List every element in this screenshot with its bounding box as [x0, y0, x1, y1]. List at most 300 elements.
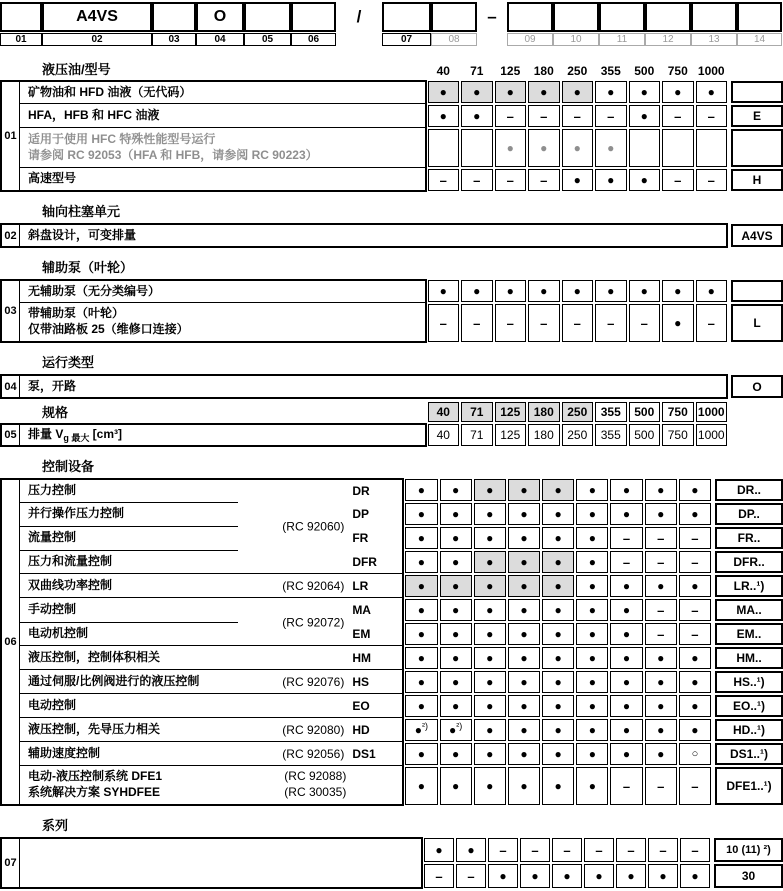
availability-cell — [495, 81, 527, 103]
availability-dot: ● — [520, 779, 528, 793]
availability-dot: ● — [520, 555, 528, 569]
row-label — [28, 306, 421, 337]
size-value-cell: 125 — [495, 424, 527, 446]
label-line-1: 适用于使用 HFC 特殊性能型号运行 — [28, 131, 216, 146]
not-available-dash: – — [573, 108, 581, 124]
row-label-cell — [20, 694, 404, 718]
availability-dot: ● — [573, 284, 581, 298]
availability-cell — [428, 304, 460, 342]
row-label-cell — [20, 574, 404, 598]
availability-cell — [696, 81, 728, 103]
position-number-04: 04 — [0, 374, 20, 399]
size-header-180: 180 — [528, 402, 560, 422]
availability-dot: ● — [588, 779, 596, 793]
availability-cell — [495, 169, 527, 191]
availability-dot: ● — [691, 579, 699, 593]
availability-cell — [629, 105, 661, 127]
availability-cell — [610, 599, 642, 621]
availability-dot: ● — [622, 723, 631, 737]
availability-dot: ● — [506, 85, 514, 99]
row-label — [28, 171, 421, 187]
availability-cell — [696, 304, 728, 342]
availability-dot: ● — [622, 507, 631, 521]
availability-cell — [645, 623, 677, 645]
footnote-marker: ²) — [422, 721, 429, 731]
control-letter-code: DR — [352, 484, 370, 498]
position-number-07: 07 — [0, 837, 20, 889]
availability-cell — [542, 479, 574, 501]
availability-cell — [405, 743, 437, 765]
availability-cell — [629, 81, 661, 103]
availability-dot: ● — [588, 531, 596, 545]
availability-cell — [584, 838, 614, 862]
availability-dot: ● — [486, 699, 494, 713]
availability-dot: ● — [451, 747, 460, 761]
availability-dot: ● — [674, 284, 682, 298]
availability-dot: ● — [657, 507, 665, 521]
control-letter-code: MA — [352, 603, 371, 617]
availability-dot: ● — [554, 747, 562, 761]
not-available-dash: – — [691, 602, 699, 618]
not-available-dash: – — [439, 172, 447, 188]
availability-cell — [528, 105, 560, 127]
not-available-dash: – — [640, 315, 648, 331]
section-table-06 — [0, 478, 783, 806]
availability-dot: ● — [451, 651, 460, 665]
order-code-cell-03 — [152, 2, 196, 46]
not-available-dash: – — [691, 530, 699, 546]
size-header-250: 250 — [562, 402, 594, 422]
availability-dot: ● — [520, 723, 528, 737]
order-code-box-03 — [152, 2, 196, 32]
order-code-box-09 — [507, 2, 553, 32]
control-letter-code: LR — [352, 578, 369, 593]
availability-cell — [576, 743, 608, 765]
not-available-dash: – — [607, 315, 615, 331]
not-available-dash: – — [691, 842, 699, 858]
availability-cell — [428, 169, 460, 191]
availability-dot: ● — [588, 723, 596, 737]
not-available-dash: – — [657, 530, 665, 546]
availability-cell — [679, 647, 711, 669]
availability-dot: ● — [486, 555, 494, 569]
availability-cell — [610, 527, 642, 549]
availability-dot: ● — [622, 579, 631, 593]
order-code-value: A4VS — [731, 224, 783, 247]
availability-cell — [542, 695, 574, 717]
order-code-value: MA.. — [715, 599, 783, 621]
section-table-04 — [0, 374, 783, 399]
availability-cell — [576, 527, 608, 549]
availability-cell — [495, 280, 527, 302]
section-title-01: 液压油/型号 — [42, 62, 111, 77]
label-line-1: 斜盘设计，可变排量 — [28, 227, 137, 242]
availability-cell — [645, 647, 677, 669]
availability-cell — [428, 81, 460, 103]
availability-dot: ● — [451, 779, 460, 793]
availability-cell — [424, 838, 454, 862]
availability-dot: ● — [691, 675, 699, 689]
row-label — [28, 108, 421, 124]
availability-dot: ● — [486, 579, 494, 593]
rc-reference: (RC 92064) — [282, 578, 345, 593]
availability-cell — [528, 81, 560, 103]
availability-dot: ● — [520, 579, 528, 593]
availability-cell — [679, 527, 711, 549]
availability-cell — [679, 479, 711, 501]
label-line-2: 请参阅 RC 92053（HFA 和 HFB，请参阅 RC 90223） — [28, 147, 318, 162]
availability-cell — [595, 81, 627, 103]
availability-dot: ● — [520, 675, 528, 689]
size-header-1000: 1000 — [696, 402, 728, 422]
order-code-separator: / — [356, 7, 362, 26]
order-code-box-14 — [737, 2, 782, 32]
order-code-num-13: 13 — [691, 33, 737, 46]
availability-dot: ● — [622, 747, 631, 761]
label-line-1: 手动控制 — [28, 602, 77, 617]
row-label — [28, 674, 282, 690]
not-available-dash: – — [506, 108, 514, 124]
availability-dot: ● — [640, 284, 648, 298]
order-code-box-02: A4VS — [42, 2, 152, 32]
label-line-2: 仅带油路板 25（维修口连接） — [28, 322, 189, 336]
availability-cell — [645, 671, 677, 693]
row-label — [28, 698, 352, 714]
order-code-value: HM.. — [715, 647, 783, 669]
availability-cell — [645, 599, 677, 621]
availability-dot: ● — [417, 627, 426, 641]
size-value-cell: 40 — [428, 424, 460, 446]
section-table-05 — [0, 401, 783, 447]
order-code-bar — [0, 2, 783, 46]
order-code-cell-09 — [507, 2, 553, 46]
availability-dot: ● — [451, 675, 460, 689]
availability-cell — [405, 671, 437, 693]
not-available-dash: – — [674, 108, 682, 124]
label-line-1: 电动机控制 — [28, 625, 89, 640]
availability-cell — [528, 280, 560, 302]
availability-cell — [562, 81, 594, 103]
label-line-1: 并行操作压力控制 — [28, 506, 125, 521]
availability-cell — [696, 105, 728, 127]
availability-dot: ● — [520, 507, 528, 521]
section-table-03 — [0, 279, 783, 343]
order-code-value: HD..¹) — [715, 719, 783, 741]
order-code-box-11 — [599, 2, 645, 32]
availability-cell — [680, 838, 710, 862]
availability-cell — [662, 280, 694, 302]
availability-cell — [576, 551, 608, 573]
rc-reference-stack — [284, 769, 346, 800]
availability-dot-gray: ● — [540, 141, 548, 155]
availability-cell — [610, 551, 642, 573]
displacement-label-part: [cm³] — [89, 427, 123, 442]
size-header-355: 355 — [595, 402, 627, 422]
size-header-125: 125 — [495, 402, 527, 422]
availability-cell — [461, 169, 493, 191]
row-label-cell — [20, 168, 427, 192]
availability-dot: ● — [554, 555, 562, 569]
availability-dot: ● — [691, 869, 699, 883]
availability-cell — [629, 169, 661, 191]
availability-cell — [542, 647, 574, 669]
availability-cell — [629, 129, 661, 167]
availability-cell — [405, 767, 437, 805]
availability-cell — [508, 479, 540, 501]
not-available-dash: – — [707, 172, 715, 188]
availability-cell — [495, 304, 527, 342]
row-label — [28, 554, 352, 570]
availability-cell — [474, 527, 506, 549]
availability-dot: ● — [540, 85, 548, 99]
availability-cell — [405, 527, 437, 549]
not-available-dash: – — [595, 842, 603, 858]
order-code-value: HS..¹) — [715, 671, 783, 693]
availability-cell — [552, 864, 582, 888]
availability-dot: ● — [691, 699, 699, 713]
availability-dot: ● — [588, 507, 596, 521]
availability-dot: ● — [691, 723, 699, 737]
availability-cell — [610, 743, 642, 765]
availability-circle: ○ — [691, 747, 699, 760]
availability-dot: ● — [417, 507, 426, 521]
availability-dot: ● — [417, 747, 426, 761]
availability-dot: ● — [417, 651, 426, 665]
availability-cell — [610, 695, 642, 717]
availability-cell — [440, 527, 472, 549]
availability-dot: ● — [520, 603, 528, 617]
order-code-cell-02 — [42, 2, 152, 46]
availability-dot: ● — [467, 843, 475, 857]
position-number-06: 06 — [0, 478, 20, 806]
order-code-num-14: 14 — [737, 33, 782, 46]
availability-cell — [576, 647, 608, 669]
availability-dot: ● — [657, 723, 665, 737]
order-code-cell-04 — [196, 2, 244, 46]
label-line-1: HFA，HFB 和 HFC 油液 — [28, 107, 160, 122]
availability-dot: ● — [486, 507, 494, 521]
order-code-cell-06 — [291, 2, 336, 46]
availability-cell — [461, 280, 493, 302]
availability-dot: ● — [588, 555, 596, 569]
availability-dot: ● — [659, 869, 667, 883]
availability-dot: ● — [588, 747, 596, 761]
order-code-value: DP.. — [715, 503, 783, 525]
availability-dot: ● — [520, 531, 528, 545]
availability-cell — [679, 671, 711, 693]
position-number-01: 01 — [0, 80, 20, 192]
availability-cell — [474, 575, 506, 597]
availability-dot: ● — [622, 651, 631, 665]
availability-cell — [610, 719, 642, 741]
availability-dot: ● — [622, 627, 631, 641]
label-line-1: 液压控制，先导压力相关 — [28, 721, 161, 736]
availability-cell — [405, 479, 437, 501]
availability-cell — [508, 503, 540, 525]
availability-dot: ● — [439, 85, 447, 99]
availability-cell — [405, 695, 437, 717]
availability-cell — [461, 304, 493, 342]
not-available-dash: – — [506, 172, 514, 188]
availability-cell — [679, 719, 711, 741]
section-table-02 — [0, 223, 783, 248]
order-code-num-08: 08 — [431, 33, 477, 46]
availability-cell — [440, 719, 472, 741]
availability-cell — [440, 767, 472, 805]
label-line-1: 通过伺服/比例阀进行的液压控制 — [28, 673, 200, 688]
availability-dot: ● — [607, 85, 615, 99]
availability-dot: ● — [691, 483, 699, 497]
position-number-02: 02 — [0, 223, 20, 248]
availability-cell — [616, 838, 646, 862]
availability-cell — [508, 671, 540, 693]
not-available-dash: – — [563, 842, 571, 858]
availability-cell — [528, 169, 560, 191]
row-label-cell — [20, 104, 427, 128]
not-available-dash: – — [573, 315, 581, 331]
availability-dot: ● — [486, 603, 494, 617]
availability-dot: ● — [691, 507, 699, 521]
order-code-box-13 — [691, 2, 737, 32]
row-label — [28, 427, 421, 443]
availability-cell — [474, 599, 506, 621]
availability-cell — [508, 623, 540, 645]
row-label-cell — [20, 742, 404, 766]
section-title-04: 运行类型 — [42, 355, 95, 370]
availability-cell — [508, 575, 540, 597]
availability-cell — [440, 551, 472, 573]
not-available-dash: – — [506, 315, 514, 331]
availability-dot: ● — [674, 85, 682, 99]
availability-dot: ● — [486, 723, 494, 737]
size-header-500: 500 — [629, 402, 661, 422]
availability-cell — [508, 767, 540, 805]
availability-cell — [696, 169, 728, 191]
size-value-cell: 180 — [528, 424, 560, 446]
row-label-cell — [20, 279, 427, 303]
availability-cell — [562, 105, 594, 127]
availability-dot-gray: ● — [607, 141, 615, 155]
order-code-num-09: 09 — [507, 33, 553, 46]
availability-cell — [440, 503, 472, 525]
availability-cell — [595, 129, 627, 167]
availability-dot: ● — [554, 627, 562, 641]
availability-dot-gray: ● — [506, 141, 514, 155]
availability-dot: ● — [554, 531, 562, 545]
row-label — [28, 722, 282, 738]
availability-dot: ● — [417, 555, 426, 569]
availability-cell — [508, 719, 540, 741]
availability-cell — [405, 647, 437, 669]
availability-cell — [680, 864, 710, 888]
row-label — [28, 483, 352, 499]
availability-dot: ● — [417, 483, 426, 497]
availability-cell — [679, 623, 711, 645]
availability-cell — [440, 671, 472, 693]
availability-cell — [405, 551, 437, 573]
availability-cell — [595, 280, 627, 302]
availability-cell — [645, 479, 677, 501]
availability-cell — [645, 527, 677, 549]
row-label-cell — [20, 550, 404, 574]
availability-cell — [562, 129, 594, 167]
ordering-table — [0, 58, 783, 889]
order-code-cell-14 — [737, 2, 782, 46]
not-available-dash: – — [473, 172, 481, 188]
order-code-cell-07 — [382, 2, 431, 46]
availability-dot: ● — [417, 675, 426, 689]
availability-cell — [542, 719, 574, 741]
label-line-1: 压力控制 — [28, 483, 77, 498]
availability-cell — [562, 280, 594, 302]
availability-cell — [679, 551, 711, 573]
row-label — [28, 650, 352, 666]
rc-reference: (RC 92088) — [284, 769, 347, 784]
availability-dot: ● — [554, 579, 562, 593]
size-header-125: 125 — [500, 64, 521, 78]
availability-dot: ● — [520, 699, 528, 713]
availability-dot: ● — [588, 579, 596, 593]
not-available-dash: – — [691, 554, 699, 570]
availability-dot: ● — [707, 85, 715, 99]
row-label — [28, 132, 421, 163]
row-label-cell — [20, 478, 404, 502]
availability-cell — [461, 81, 493, 103]
availability-dot: ● — [607, 173, 615, 187]
availability-cell — [428, 105, 460, 127]
availability-dot: ● — [640, 173, 648, 187]
rc-reference: (RC 92060) — [278, 520, 348, 534]
availability-cell — [542, 767, 574, 805]
not-available-dash: – — [622, 554, 631, 570]
availability-dot: ● — [486, 627, 494, 641]
availability-dot: ● — [451, 603, 460, 617]
order-code-num-02: 02 — [42, 33, 152, 46]
availability-dot: ● — [640, 109, 648, 123]
row-label-cell — [20, 646, 404, 670]
label-line-1: 压力和流量控制 — [28, 553, 113, 568]
size-value-cell: 1000 — [696, 424, 728, 446]
availability-dot: ● — [520, 651, 528, 665]
availability-cell — [528, 304, 560, 342]
not-available-dash: – — [473, 315, 481, 331]
availability-cell — [428, 129, 460, 167]
not-available-dash: – — [622, 530, 631, 546]
label-line-1: 液压控制，控制体积相关 — [28, 649, 161, 664]
availability-cell — [440, 575, 472, 597]
availability-cell — [610, 479, 642, 501]
availability-dot: ● — [622, 699, 631, 713]
not-available-dash: – — [657, 554, 665, 570]
availability-dot: ● — [486, 747, 494, 761]
order-code-cell-13 — [691, 2, 737, 46]
size-header-180: 180 — [533, 64, 554, 78]
availability-cell — [440, 623, 472, 645]
order-code-value: E — [731, 105, 783, 127]
row-label-cell — [20, 766, 404, 806]
availability-dot: ● — [588, 699, 596, 713]
availability-dot: ● — [451, 531, 460, 545]
availability-cell — [679, 599, 711, 621]
availability-cell — [696, 129, 728, 167]
size-value-cell: 750 — [662, 424, 694, 446]
availability-cell — [645, 719, 677, 741]
availability-cell — [662, 129, 694, 167]
section-title-06: 控制设备 — [42, 459, 95, 474]
order-code-value: H — [731, 169, 783, 191]
availability-dot: ● — [554, 651, 562, 665]
position-number-03: 03 — [0, 279, 20, 343]
